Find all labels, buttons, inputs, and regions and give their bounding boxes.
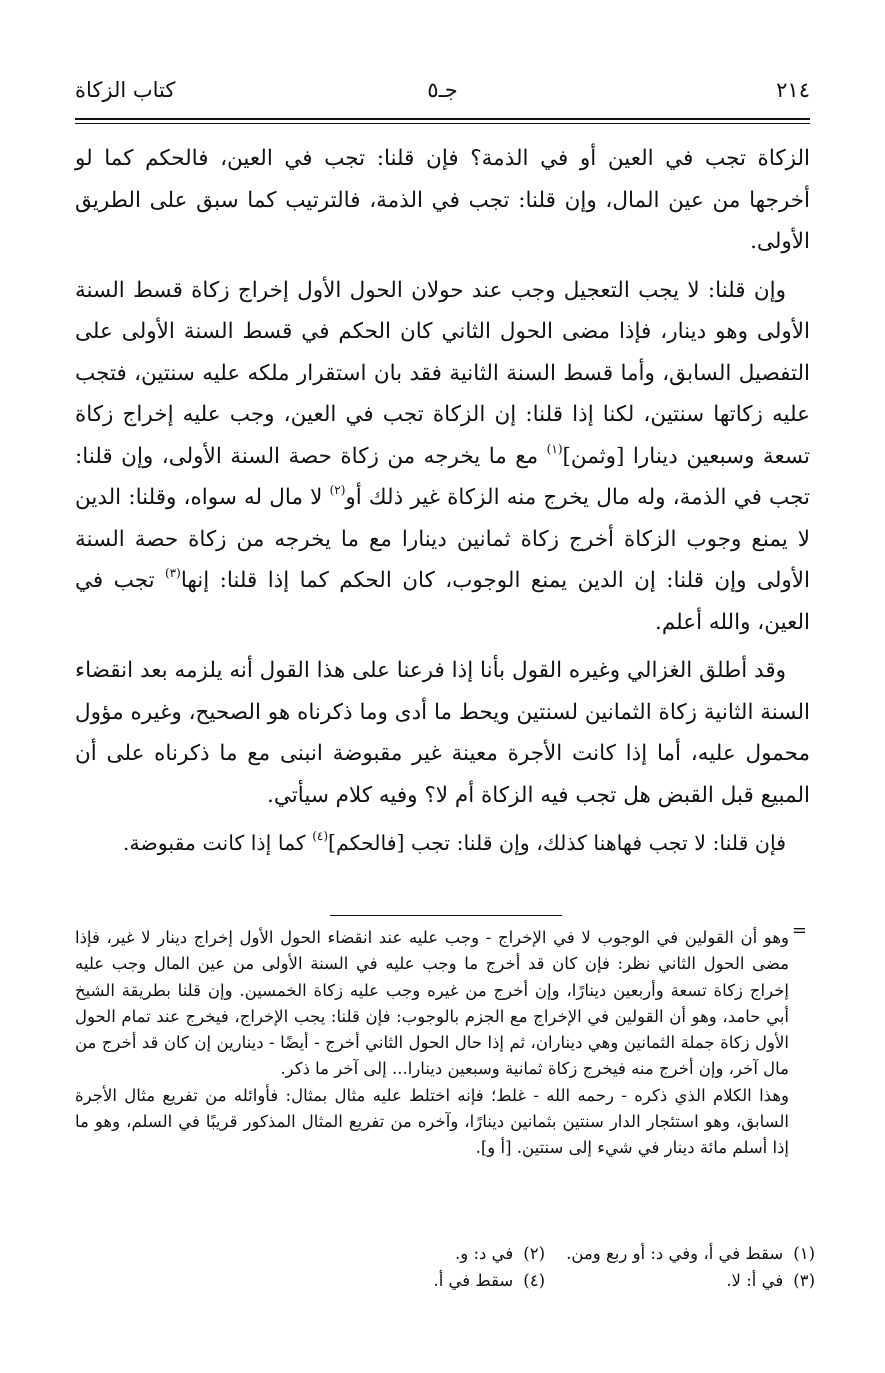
paragraph-4-part-b: كما إذا كانت مقبوضة. — [122, 831, 313, 855]
main-text — [75, 138, 810, 872]
footnote-2 — [455, 1241, 545, 1267]
footnote-ref-1: (١) — [546, 441, 563, 456]
footnote-ref-4: (٤) — [312, 829, 329, 843]
footnotes-continued — [75, 925, 789, 1162]
footnote-ref-2: (٢) — [329, 483, 346, 497]
paragraph-2-part-b: مع ما يخرجه من زكاة حصة السنة الأولى، وإن قلنا: تجب في الذمة، وله مال يخرج منه الزكاة غير ذلك أو — [75, 443, 810, 510]
footnote-continued-para-2: وهذا الكلام الذي ذكره - رحمه الله - غلط؛ فإنه اختلط عليه مثال بمثال: فأوائله من تفريع مثال الأجرة السابق، وهو استئجار الدار سنتين بثمانين دينارًا، وآخره من تفريع المثال المذكور قريبًا في السلم، وهو ما إذا أسلم مائة دينار في شيء إلى سنتين. [أ و]. — [75, 1085, 789, 1158]
paragraph-4-part-a: فإن قلنا: لا تجب فهاهنا كذلك، وإن قلنا: تجب [فالحكم] — [328, 831, 786, 855]
footnote-2-text: في د: و. — [455, 1244, 514, 1263]
footnote-continuation-mark: = — [791, 920, 807, 941]
paragraph-2-part-c: لا مال له سواه، وقلنا: الدين لا يمنع وجوب الزكاة أخرج زكاة ثمانين دينارا مع ما يخرجه من زكاة حصة السنة الأولى وإن قلنا: إن الدين يمنع الوجوب، كان الحكم كما إذا قلنا: إنها — [75, 485, 811, 593]
footnote-1 — [566, 1241, 815, 1267]
footnote-separator — [330, 915, 562, 916]
footnote-3-text: في أ: لا. — [726, 1271, 784, 1290]
footnote-ref-3: (٣) — [164, 566, 181, 580]
footnote-1-number: (١) — [793, 1244, 815, 1263]
header-rule-thin — [75, 123, 810, 124]
footnote-4 — [433, 1268, 545, 1294]
footnote-row — [295, 1268, 815, 1295]
footnote-3 — [726, 1268, 815, 1294]
header-rule-thick — [75, 118, 810, 120]
running-header — [75, 78, 810, 112]
paragraph-2-part-d: تجب في العين، والله أعلم. — [75, 568, 810, 635]
footnote-4-text: سقط في أ. — [433, 1271, 514, 1290]
footnote-2-number: (٢) — [523, 1244, 545, 1263]
paragraph-3: وقد أطلق الغزالي وغيره القول بأنا إذا فرعنا على هذا القول أنه يلزمه بعد انقضاء السنة الثانية زكاة الثمانين لسنتين ويحط ما أدى وما ذكرناه هو الصحيح، وغيره مؤول محمول عليه، أما إذا كانت الأجرة معينة غير مقبوضة انبنى مع ما ذكرناه على أن المبيع قبل القبض هل تجب فيه الزكاة أم لا؟ وفيه كلام سيأتي. — [75, 658, 810, 808]
footnote-3-number: (٣) — [793, 1271, 815, 1290]
paragraph-1: الزكاة تجب في العين أو في الذمة؟ فإن قلنا: تجب في العين، فالحكم كما لو أخرجها من عين المال، وإن قلنا: تجب في الذمة، فالترتيب كما سبق على الطريق الأولى. — [75, 146, 810, 254]
volume-label: جـ٥ — [427, 78, 458, 102]
footnote-continued-para-1: وهو أن القولين في الوجوب لا في الإخراج - وجب عليه عند انقضاء الحول الأول إخراج دينار لا غير، فإذا مضى الحول الثاني نظر: فإن كان قد أخرج ما وجب عليه في السنة الأولى من عين المال وجب عليه إخراج زكاة تسعة وأربعين دينارًا، وإن أخرج من غيره وجب عليه زكاة الخمسين. وإن قلنا بطريقة الشيخ أبي حامد، وهو أن القولين في الإخراج مع الجزم بالوجوب: فإن قلنا: يجب الإخراج، فيخرج عند تمام الحول الأول زكاة جملة الثمانين وهي ديناران، ثم إذا حال الحول الثاني أخرج - أيضًا - دينارين إن كان قد أخرج من مال آخر، وإن أخرج منه فيخرج زكاة ثمانية وسبعين دينارا... إلى آخر ما ذكر. — [75, 928, 789, 1079]
book-title: كتاب الزكاة — [75, 78, 176, 102]
paragraph-4 — [75, 823, 810, 865]
page-number: ٢١٤ — [776, 78, 810, 102]
paragraph-2-part-a: وإن قلنا: لا يجب التعجيل وجب عند حولان الحول الأول إخراج زكاة قسط السنة الأولى وهو دينار، فإذا مضى الحول الثاني كان الحكم في قسط السنة الأولى على التفصيل السابق، وأما قسط السنة الثانية فقد بان استقرار ملكه عليه سنتين، فتجب عليه زكاتها سنتين، لكنا إذا قلنا: إن الزكاة تجب في العين، وجب عليه إخراج زكاة تسعة وسبعين دينارا [وثمن] — [75, 277, 810, 469]
paragraph-2 — [75, 270, 810, 644]
footnote-list — [295, 1241, 815, 1295]
footnote-1-text: سقط في أ، وفي د: أو ربع ومن. — [566, 1244, 784, 1263]
footnote-4-number: (٤) — [523, 1271, 545, 1290]
footnote-row — [295, 1241, 815, 1268]
